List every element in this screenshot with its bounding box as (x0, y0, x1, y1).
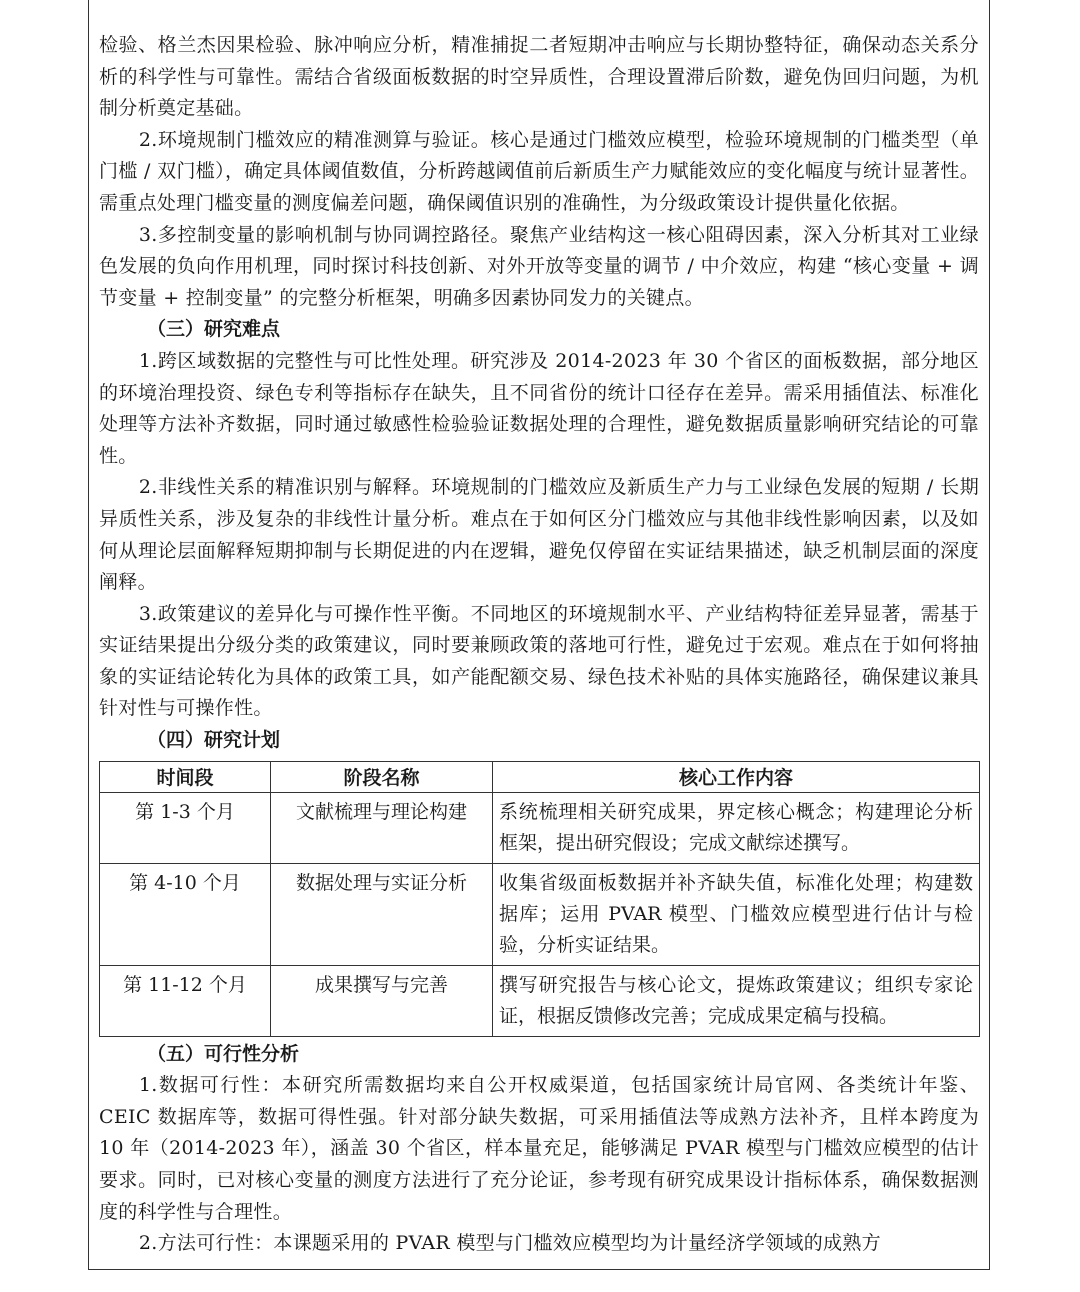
cell-core-work: 撰写研究报告与核心论文，提炼政策建议；组织专家论证，根据反馈修改完善；完成成果定稿与投稿。 (493, 965, 980, 1036)
section-title-research-plan: （四）研究计划 (147, 729, 281, 752)
cell-core-work: 系统梳理相关研究成果，界定核心概念；构建理论分析框架，提出研究假设；完成文献综述撰写。 (493, 792, 980, 863)
table-row (100, 792, 980, 863)
paragraph-feasibility-data: 1.数据可行性：本研究所需数据均来自公开权威渠道，包括国家统计局官网、各类统计年鉴、CEIC 数据库等，数据可得性强。针对部分缺失数据，可采用插值法等成熟方法补齐，且样本跨度为 10 年（2014-2023 年），涵盖 30 个省区，样本量充足，能够满足 PVAR 模型与门槛效应模型的估计要求。同时，已对核心变量的测度方法进行了充分论证，参考现有研究成果设计指标体系，确保数据测度的科学性与合理性。 (99, 1074, 979, 1223)
paragraph-key-point-3: 3.多控制变量的影响机制与协同调控路径。聚焦产业结构这一核心阻碍因素，深入分析其对工业绿色发展的负向作用机理，同时探讨科技创新、对外开放等变量的调节 / 中介效应，构建 “核心变量 + 调节变量 + 控制变量” 的完整分析框架，明确多因素协同发力的关键点。 (99, 223, 980, 309)
paragraph-feasibility-method: 2.方法可行性：本课题采用的 PVAR 模型与门槛效应模型均为计量经济学领域的成熟方 (138, 1232, 881, 1255)
table-header-row (100, 761, 980, 792)
paragraph-intro-continuation: 检验、格兰杰因果检验、脉冲响应分析，精准捕捉二者短期冲击响应与长期协整特征，确保动态关系分析的科学性与可靠性。需结合省级面板数据的时空异质性，合理设置滞后阶数，避免伪回归问题，为机制分析奠定基础。 (99, 34, 979, 120)
header-stage-name: 阶段名称 (271, 761, 493, 792)
header-core-work: 核心工作内容 (493, 761, 980, 792)
header-time-period: 时间段 (100, 761, 271, 792)
cell-stage-name: 成果撰写与完善 (271, 965, 493, 1036)
research-plan-table (99, 761, 980, 1037)
table-row (100, 965, 980, 1036)
cell-time-period: 第 4-10 个月 (100, 863, 271, 965)
document-content (99, 30, 979, 1260)
cell-time-period: 第 11-12 个月 (100, 965, 271, 1036)
paragraph-key-point-2: 2.环境规制门槛效应的精准测算与验证。核心是通过门槛效应模型，检验环境规制的门槛类型（单门槛 / 双门槛），确定具体阈值数值，分析跨越阈值前后新质生产力赋能效应的变化幅度与统计显著性。需重点处理门槛变量的测度偏差问题，确保阈值识别的准确性，为分级政策设计提供量化依据。 (99, 128, 979, 214)
table-row (100, 863, 980, 965)
cell-core-work: 收集省级面板数据并补齐缺失值，标准化处理；构建数据库；运用 PVAR 模型、门槛效应模型进行估计与检验，分析实证结果。 (493, 863, 980, 965)
cell-stage-name: 数据处理与实证分析 (271, 863, 493, 965)
cell-stage-name: 文献梳理与理论构建 (271, 792, 493, 863)
section-title-difficulties: （三）研究难点 (147, 318, 281, 341)
paragraph-difficulty-2: 2.非线性关系的精准识别与解释。环境规制的门槛效应及新质生产力与工业绿色发展的短期 / 长期异质性关系，涉及复杂的非线性计量分析。难点在于如何区分门槛效应与其他非线性影响因素，以及如何从理论层面解释短期抑制与长期促进的内在逻辑，避免仅停留在实证结果描述，缺乏机制层面的深度阐释。 (99, 476, 979, 594)
document-page (88, 0, 990, 1270)
paragraph-difficulty-1: 1.跨区域数据的完整性与可比性处理。研究涉及 2014-2023 年 30 个省区的面板数据，部分地区的环境治理投资、绿色专利等指标存在缺失，且不同省份的统计口径存在差异。需采用插值法、标准化处理等方法补齐数据，同时通过敏感性检验验证数据处理的合理性，避免数据质量影响研究结论的可靠性。 (99, 349, 979, 467)
section-title-feasibility: （五）可行性分析 (147, 1042, 300, 1065)
paragraph-difficulty-3: 3.政策建议的差异化与可操作性平衡。不同地区的环境规制水平、产业结构特征差异显著，需基于实证结果提出分级分类的政策建议，同时要兼顾政策的落地可行性，避免过于宏观。难点在于如何将抽象的实证结论转化为具体的政策工具，如产能配额交易、绿色技术补贴的具体实施路径，确保建议兼具针对性与可操作性。 (99, 602, 979, 720)
cell-time-period: 第 1-3 个月 (100, 792, 271, 863)
